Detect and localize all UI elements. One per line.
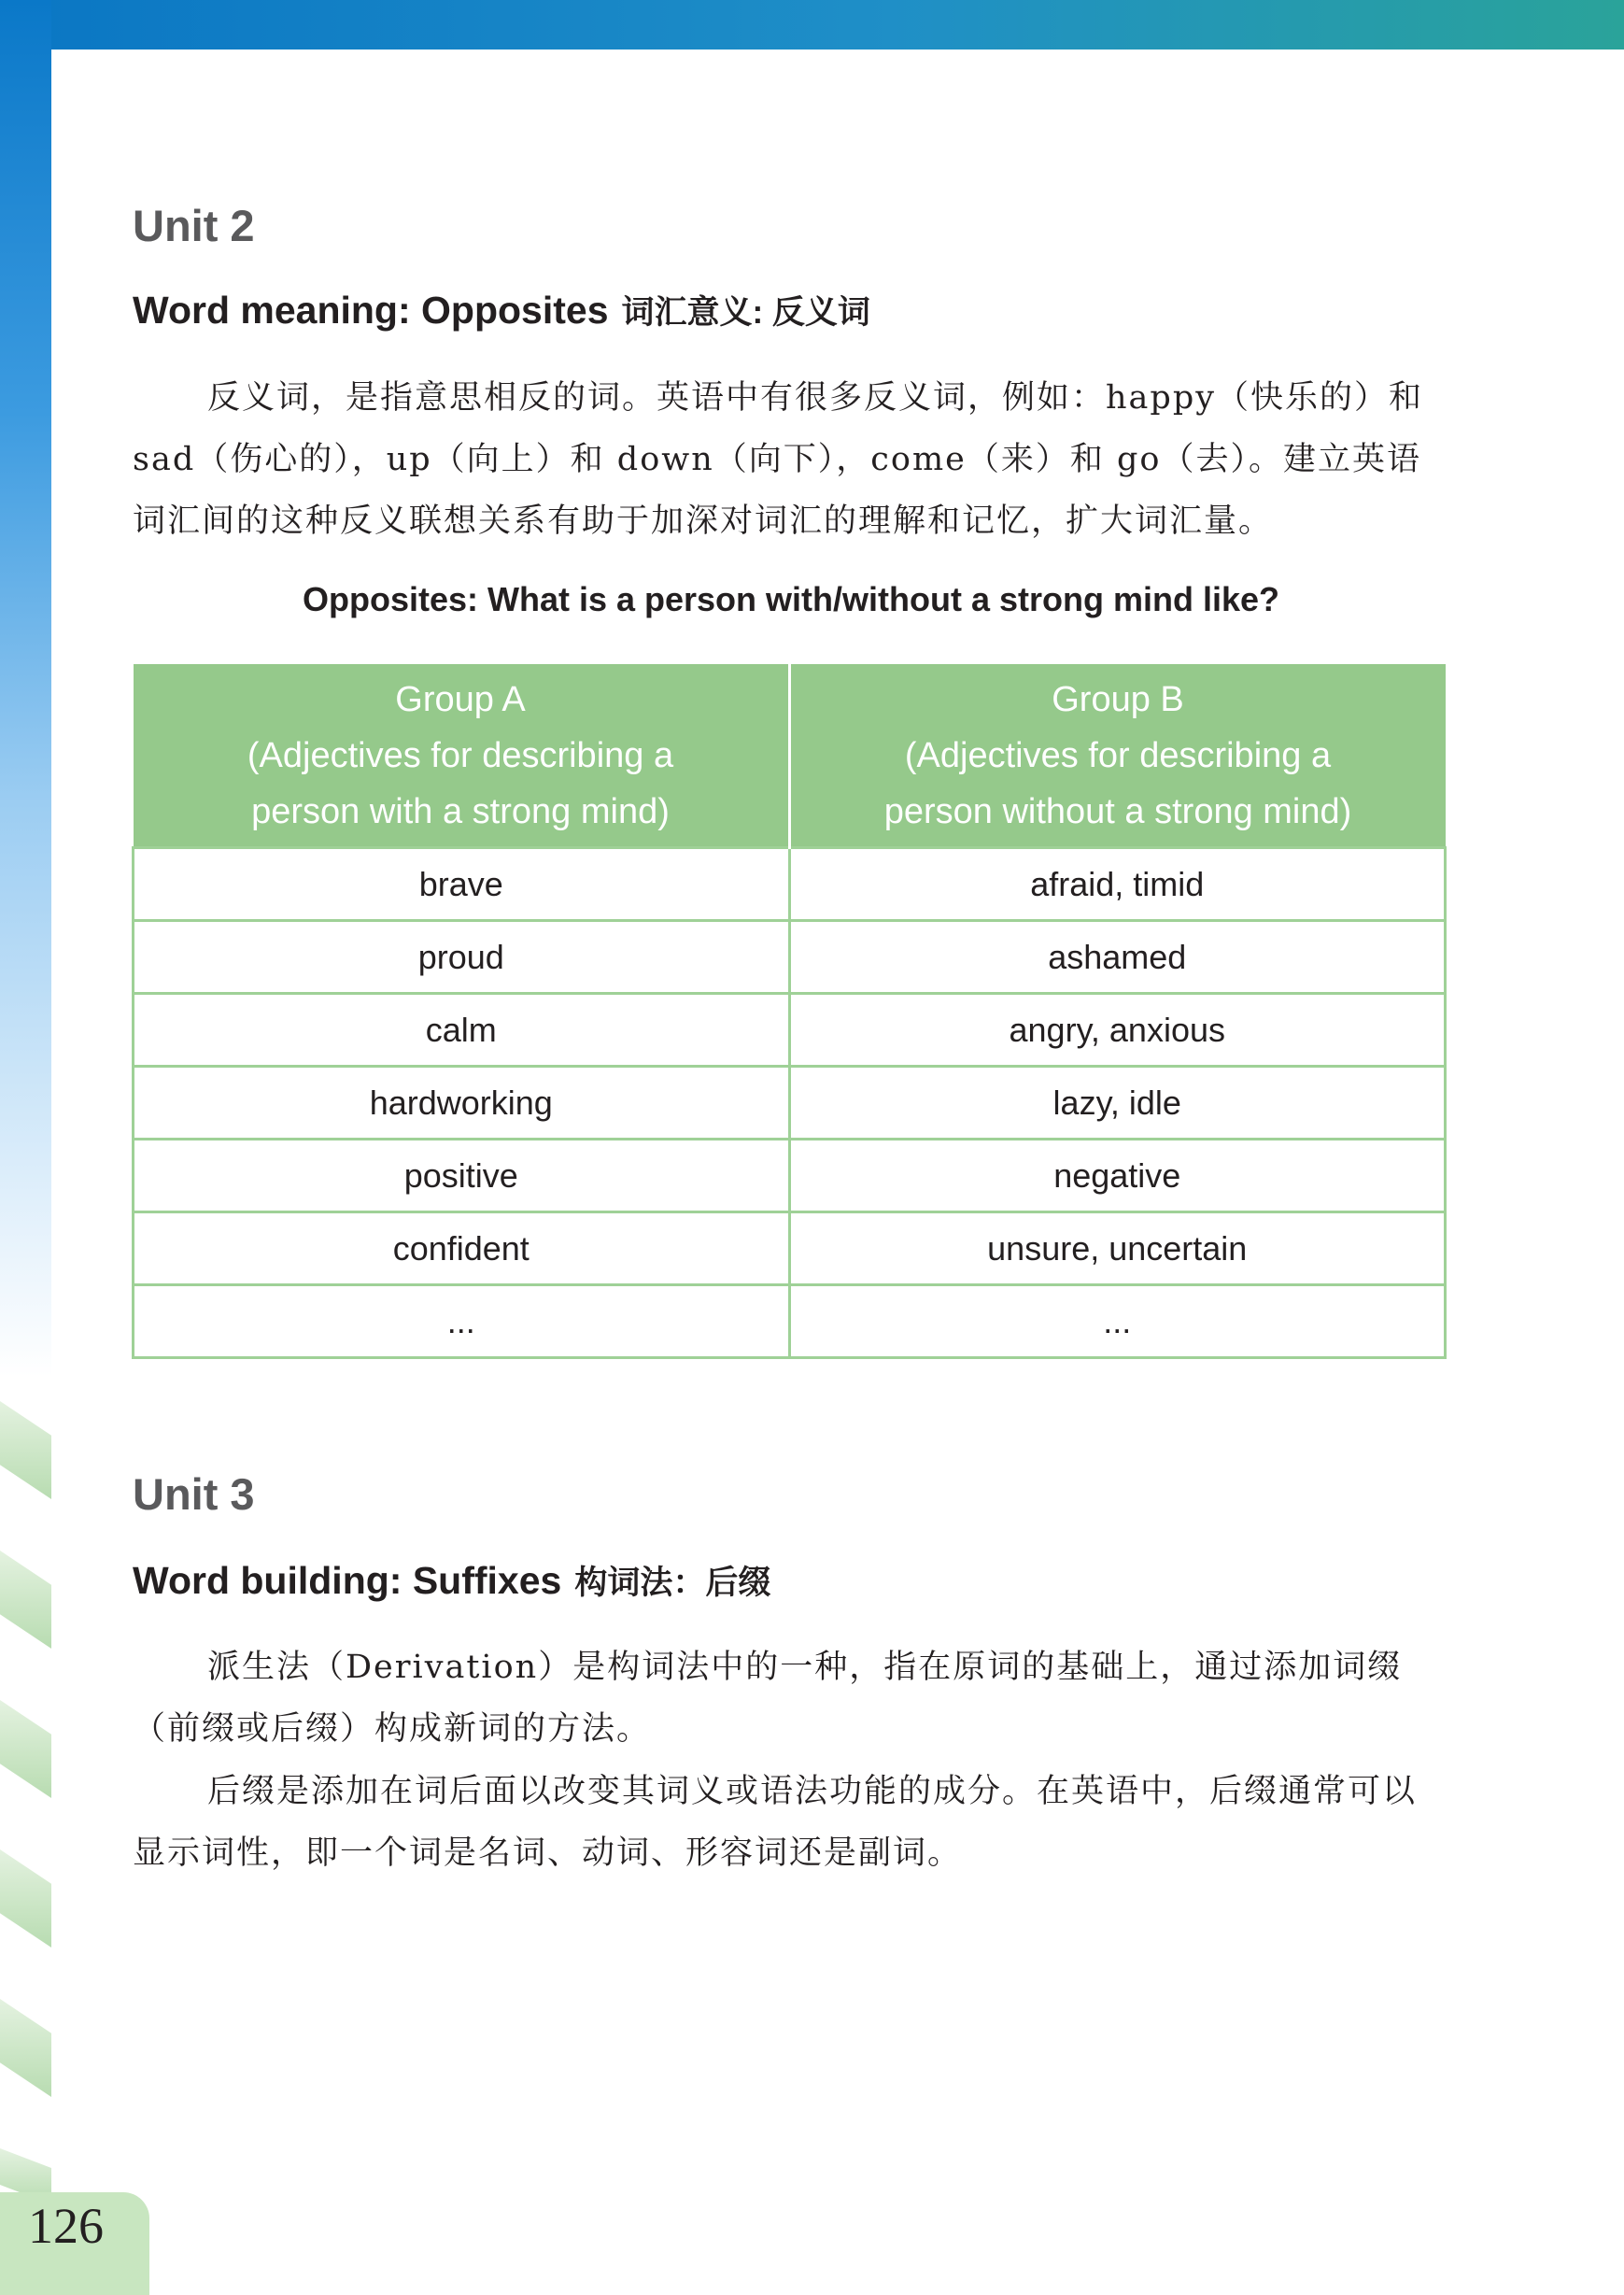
- table-cell: angry, anxious: [789, 994, 1446, 1067]
- table-cell: positive: [134, 1140, 790, 1212]
- unit-3-title: Unit 3: [133, 1469, 255, 1519]
- table-row: [134, 848, 1446, 921]
- table-row: [134, 1285, 1446, 1358]
- top-color-band: [0, 0, 1624, 50]
- table-cell: ...: [789, 1285, 1446, 1358]
- table-cell: afraid, timid: [789, 848, 1446, 921]
- page-number: 126: [28, 2198, 104, 2254]
- table-cell: hardworking: [134, 1067, 790, 1140]
- table-cell: proud: [134, 921, 790, 994]
- table-cell: unsure, uncertain: [789, 1212, 1446, 1285]
- group-b-header: [789, 664, 1446, 848]
- unit-2-section-title: [133, 287, 870, 333]
- unit-3-section-title: [133, 1557, 770, 1604]
- section-title-zh: 词汇意义: 反义词: [621, 294, 870, 331]
- unit-2-title: Unit 2: [133, 201, 255, 250]
- table-row: [134, 1067, 1446, 1140]
- header-line: Group A: [395, 679, 526, 719]
- table-cell: lazy, idle: [789, 1067, 1446, 1140]
- unit-3-suffix-paragraph: 后缀是添加在词后面以改变其词义或语法功能的成分。在英语中，后缀通常可以显示词性，即一个词是名词、动词、形容词还是副词。: [133, 1773, 1418, 1872]
- unit-3-derivation-paragraph: 派生法（Derivation）是构词法中的一种，指在原词的基础上，通过添加词缀（前缀或后缀）构成新词的方法。: [133, 1649, 1403, 1748]
- table-cell: calm: [134, 994, 790, 1067]
- table-row: [134, 1212, 1446, 1285]
- header-line: (Adjectives for describing a: [247, 735, 674, 775]
- opposites-table: [132, 664, 1447, 1359]
- table-cell: ...: [134, 1285, 790, 1358]
- table-cell: confident: [134, 1212, 790, 1285]
- table-row: [134, 994, 1446, 1067]
- table-header-row: [134, 664, 1446, 848]
- left-color-band: [0, 0, 51, 2295]
- table-row: [134, 921, 1446, 994]
- table-caption: Opposites: What is a person with/without a strong mind like?: [302, 580, 1280, 618]
- table-row: [134, 1140, 1446, 1212]
- group-a-header: [134, 664, 790, 848]
- header-line: person without a strong mind): [883, 791, 1352, 831]
- unit-2-intro-paragraph: 反义词，是指意思相反的词。英语中有很多反义词，例如：happy（快乐的）和 sad（伤心的），up（向上）和 down（向下），come（来）和 go（去）。建立英语词汇间的这种反义联想关系有助于加深对词汇的理解和记忆，扩大词汇量。: [133, 379, 1423, 540]
- table-cell: ashamed: [789, 921, 1446, 994]
- table-cell: negative: [789, 1140, 1446, 1212]
- section-title-en: Word building: Suffixes: [133, 1559, 562, 1602]
- section-title-zh: 构词法：后缀: [574, 1565, 771, 1601]
- section-title-en: Word meaning: Opposites: [133, 289, 609, 332]
- header-line: (Adjectives for describing a: [904, 735, 1332, 775]
- header-line: Group B: [1052, 679, 1184, 719]
- table-cell: brave: [134, 848, 790, 921]
- header-line: person with a strong mind): [251, 791, 670, 831]
